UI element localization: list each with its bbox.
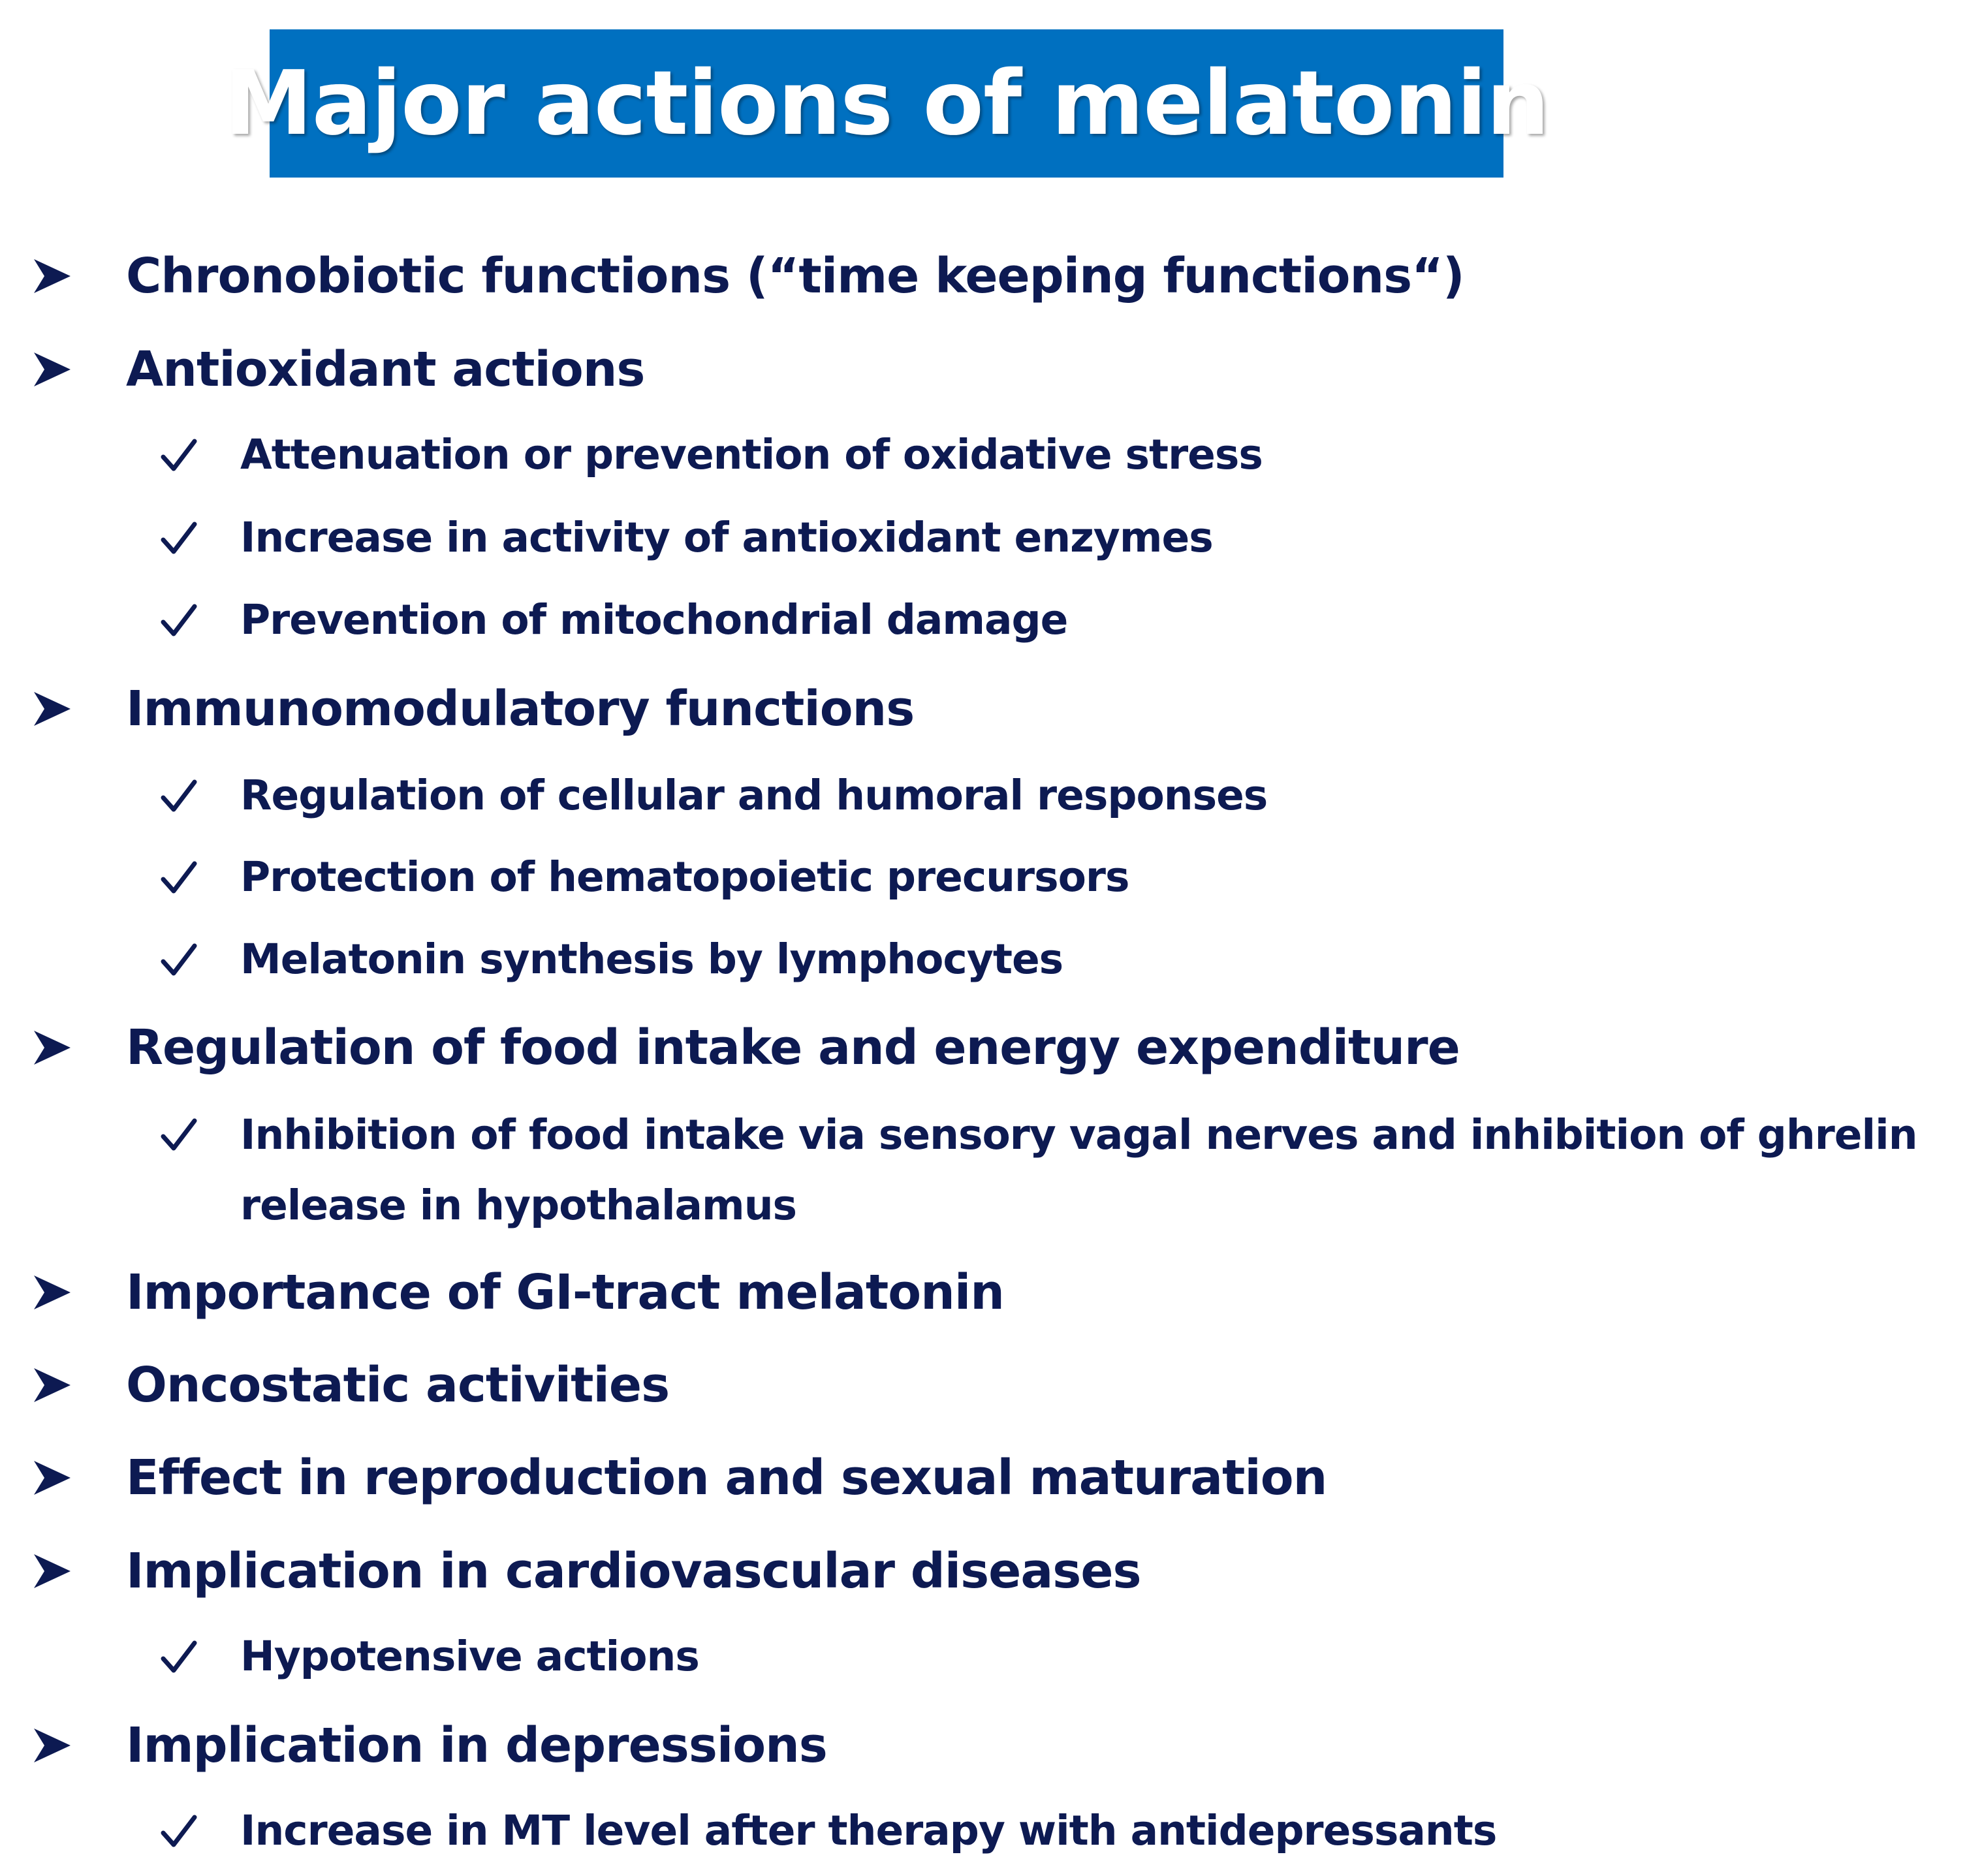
- list-item-text: Increase in MT level after therapy with antidepressants: [240, 1807, 1497, 1854]
- checkmark-icon: [159, 1638, 198, 1677]
- list-item-text: Melatonin synthesis by lymphocytes: [240, 935, 1063, 983]
- checkmark-icon: [159, 601, 198, 640]
- arrow-bullet-icon: [31, 1546, 73, 1596]
- list-item-text: Regulation of cellular and humoral responses: [240, 772, 1268, 819]
- list-item-text: Attenuation or prevention of oxidative stress: [240, 431, 1263, 478]
- list-item-text: Chronobiotic functions (“time keeping functions“): [126, 248, 1464, 304]
- checkmark-icon: [159, 1812, 198, 1851]
- list-item-text: Inhibition of food intake via sensory vagal nerves and inhibition of ghrelin release in hypothalamus: [240, 1111, 1917, 1229]
- list-item-text: Importance of GI-tract melatonin: [126, 1264, 1004, 1321]
- checkmark-icon: [159, 858, 198, 898]
- arrow-bullet-icon: [31, 345, 73, 394]
- list-item-text: Hypotensive actions: [240, 1633, 699, 1680]
- arrow-bullet-icon: [31, 1453, 73, 1503]
- checkmark-icon: [159, 777, 198, 816]
- list-item-text: Effect in reproduction and sexual maturation: [126, 1450, 1327, 1506]
- list-item-text: Antioxidant actions: [126, 341, 645, 398]
- list-item-text: Increase in activity of antioxidant enzymes: [240, 514, 1213, 561]
- page-title: Major actions of melatonin: [224, 52, 1549, 155]
- checkmark-icon: [159, 436, 198, 475]
- list-item-text: Protection of hematopoietic precursors: [240, 853, 1129, 901]
- checkmark-icon: [159, 941, 198, 980]
- list-item-text: Oncostatic activities: [126, 1357, 670, 1413]
- title-banner: [224, 29, 1549, 178]
- list-item-text: Prevention of mitochondrial damage: [240, 596, 1068, 644]
- arrow-bullet-icon: [31, 684, 73, 734]
- list-item-text: Implication in cardiovascular diseases: [126, 1543, 1141, 1599]
- arrow-bullet-icon: [31, 1360, 73, 1410]
- arrow-bullet-icon: [31, 1268, 73, 1317]
- list-item-text: Regulation of food intake and energy expenditure: [126, 1020, 1460, 1076]
- checkmark-icon: [159, 519, 198, 558]
- list-item-text: Immunomodulatory functions: [126, 681, 915, 737]
- list-item-text: Implication in depressions: [126, 1717, 827, 1774]
- arrow-bullet-icon: [31, 1023, 73, 1072]
- checkmark-icon: [159, 1116, 198, 1155]
- arrow-bullet-icon: [31, 251, 73, 301]
- arrow-bullet-icon: [31, 1721, 73, 1770]
